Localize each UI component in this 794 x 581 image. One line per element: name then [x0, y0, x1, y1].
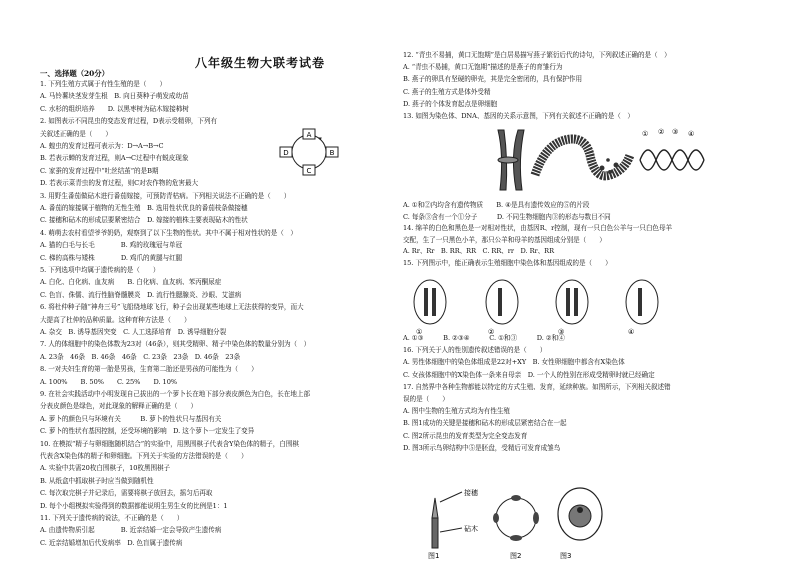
cycle-label-c: C	[306, 167, 312, 175]
question-line: C. 近亲结婚增加后代发病率 D. 色盲属于遗传病	[40, 538, 183, 547]
question-line: A. 实验中共需20枚白围棋子，10枚黑围棋子	[40, 464, 171, 473]
question-line: 2. 如图表示不同昆虫的变态发育过程，D表示受精卵，下列有	[40, 117, 218, 126]
question-line: 关叙述正确的是（ ）	[40, 129, 112, 138]
question-line: 16. 下列关于人的性别遗传叙述错误的是（ ）	[403, 346, 547, 355]
question-line: C. 梯的高株与矮株 D. 鸡爪的黄腿与红腿	[40, 253, 183, 262]
graft-label-stock: 砧木	[464, 525, 478, 533]
question-line: D. 若表示菜青虫的发育过程，则C对农作物的危害最大	[40, 179, 199, 188]
question-line: 10. 在模拟“精子与卵细胞随机结合”的实验中，用黑围棋子代表含Y染色体的精子，白围棋	[40, 439, 299, 448]
question-line: 14. 绵羊的白色和黑色是一对相对性状，由基因R、r控制，现有一只白色公羊与一只白色母羊	[403, 224, 673, 233]
question-line: A. 23条 46条 B. 46条 46条 C. 23条 23条 D. 46条 23条	[40, 352, 241, 361]
question-line: C. 每条③含有一个①分子 D. 不同生物细胞内③的形态与数目不同	[403, 212, 611, 221]
question-line: 13. 如图为染色体、DNA、基因的关系示意图，下列有关叙述不正确的是（ ）	[403, 112, 634, 120]
svg-text:③: ③	[672, 128, 679, 136]
question-line: D. 燕子的个体发育起点是卵细胞	[403, 99, 498, 108]
question-line: A. ①③ B. ②③④ C. ①和③ D. ②和④	[403, 334, 565, 342]
question-line: 大提高了杜仲的品种质量。这种育种方法是（ ）	[40, 315, 191, 324]
svg-text:①: ①	[642, 130, 649, 138]
question-line: 误的是（ ）	[403, 395, 449, 403]
cycle-label-b: B	[329, 149, 335, 157]
question-line: 17. 自然界中各种生物都能以特定的方式生殖、发育，延续种族。如图所示，下列相关叙述错	[403, 382, 671, 391]
question-line: A. “青虫不易捕，黄口无饱期”描述的是燕子的育雏行为	[403, 63, 563, 72]
question-line: A. 100% B. 50% C. 25% D. 10%	[40, 377, 178, 386]
question-line: C. 女孩体细胞中的X染色体一条来自母亲 D. 一个人的性别在形成受精卵时就已经确定	[403, 370, 655, 379]
chromosome-dna-illustration	[490, 120, 720, 195]
question-line: A. 白化、白化病、血友病 B. 白化病、血友病、苯丙酮尿症	[40, 278, 222, 287]
cycle-label-a: A	[306, 131, 312, 139]
question-line: A. 马铃薯块茎发芽生根 B. 向日葵种子萌发成幼苗	[40, 92, 189, 101]
question-line: C. 燕子的生殖方式是体外受精	[403, 87, 491, 96]
question-line: B. 图1成功的关键是接穗和砧木的形成层紧密结合在一起	[403, 419, 567, 428]
question-line: 7. 人的体细胞中的染色体数为23对（46条），则其受精卵、精子中染色体的数量分别为（ ）	[40, 340, 311, 349]
cycle-label-d: D	[283, 149, 289, 157]
exam-title: 八年级生物大联考试卷	[195, 56, 326, 70]
insect-cycle-diagram	[278, 128, 340, 176]
question-line: 5. 下列选项中均属于遗传病的是（ ）	[40, 266, 160, 274]
question-line: 12. “青虫不易捕，黄口无饱期”是白居易描写燕子繁衍后代的诗句，下列叙述正确的是（ ）	[403, 51, 671, 59]
question-line: A. 猫的白毛与长毛 B. 鸡的玫瑰冠与单冠	[40, 241, 183, 250]
question-line: 11. 下列关于遗传病的说法，不正确的是（ ）	[40, 514, 184, 522]
question-line: A. 男性体细胞中的染色体组成是22对+XY B. 女性卵细胞中都含有X染色体	[403, 358, 625, 367]
fig17-caption-2: 图2	[510, 552, 522, 560]
question-line: 15. 下列图示中，能正确表示生殖细胞中染色体和基因组成的是（ ）	[403, 259, 612, 267]
question-line: C. 水杉的组织培养 D. 以黑枣树为砧木嫁接柿树	[40, 104, 189, 113]
question-line: A. ①和②内均含有遗传物质 B. ④是具有遗传效应的⑤的片段	[403, 201, 590, 209]
question-line: C. 每次取完棋子并记录后，需要将棋子放回去，摇匀后再取	[40, 489, 213, 498]
question-line: C. 色盲、侏儒、流行性脑脊髓膜炎 D. 流行性腮腺炎、沙眼、艾滋病	[40, 290, 242, 299]
question-line: 4. 萌萌去农村看望爷爷奶奶，观察到了以下生物的性状。其中不属于相对性状的是（ ）	[40, 228, 297, 237]
graft-label-scion: 接穗	[464, 489, 478, 497]
question-line: B. 从纸盒中抓取棋子时应当做到随机性	[40, 476, 154, 485]
question-line: A. 萝卜的颜色只与环境有关 B. 萝卜的性状只与基因有关	[40, 414, 222, 423]
question-line: 9. 在社会实践活动中小明发现自己拔出的一个萝卜长在地下部分表皮颜色为白色，长在地上部	[40, 390, 310, 398]
question-line: C. 图2所示昆虫的发育类型为完全变态发育	[403, 431, 528, 440]
question-line: A. 杂交 B. 诱导基因突变 C. 人工选择培育 D. 诱导细胞分裂	[40, 328, 227, 336]
fig17-caption-1: 图1	[428, 552, 440, 560]
question-line: 分表皮颜色是绿色，对此现象的解释正确的是（ ）	[40, 402, 198, 411]
question-line: 交配，生了一只黑色小羊，那只公羊和母羊的基因组成分别是（ ）	[403, 235, 606, 244]
fig15-cells	[402, 276, 672, 336]
question-line: 代表含X染色体的精子和卵细胞。下列关于实验的方法错误的是（ ）	[40, 452, 248, 460]
fig17-illustrations	[420, 480, 610, 560]
question-line: A. 图中生物的生殖方式均为有性生殖	[403, 407, 510, 416]
fig15-label-4: ④	[628, 328, 635, 336]
fig15-label-1: ①	[416, 328, 423, 336]
section-heading: 一、选择题（20分）	[40, 69, 109, 78]
fig15-label-2: ②	[488, 328, 495, 336]
question-line: 6. 将杜仲种子随“神舟三号”飞船绕地球飞行，种子会出现某些地球上无法获得的变异，而大	[40, 303, 304, 312]
question-line: D. 图3所示鸟卵结构中⑤是胚盘，受精后可发育成雏鸟	[403, 443, 561, 452]
question-line: C. 接穗和砧木的形成层要紧密结合 D. 嫁接的植株主要表现砧木的性状	[40, 216, 248, 225]
question-line: C. 家蚕的发育过程中“吐丝结茧”的是B期	[40, 166, 159, 175]
question-line: A. 蝗虫的发育过程可表示为：D→A→B→C	[40, 142, 164, 150]
question-line: 8. 一对夫妇生育的第一胎是男孩，生育第二胎还是男孩的可能性为（ ）	[40, 365, 258, 374]
question-line: A. 番茄的嫁接属于植物的无性生殖 B. 选用性状优良的番茄枝条做接穗	[40, 204, 248, 212]
question-line: C. 萝卜的性状有基因控制，还受环境的影响 D. 这个萝卜一定发生了变异	[40, 427, 255, 436]
question-line: B. 若表示蝉的发育过程，则A→C过程中有蜕皮现象	[40, 154, 189, 163]
question-line: 3. 用野生番茄做砧木进行番茄嫁接，可预防青枯病。下列相关说法不正确的是（ ）	[40, 191, 291, 200]
fig15-label-3: ③	[558, 328, 565, 336]
fig17-caption-3: 图3	[560, 552, 572, 560]
question-line: B. 燕子的卵具有坚硬的卵壳，其是完全密闭的，具有保护作用	[403, 75, 583, 84]
svg-text:②: ②	[658, 128, 665, 136]
question-line: D. 每个小组模拟实验得到的数据都能说明生男生女的比例是1：1	[40, 501, 228, 510]
svg-text:④: ④	[688, 130, 695, 138]
question-line: A. Rr、Rr B. RR、RR C. RR、rr D. Rr、RR	[403, 247, 555, 256]
question-line: 1. 下列生殖方式属于有性生殖的是（ ）	[40, 80, 167, 88]
question-line: A. 由遗传物质引起 B. 近亲结婚一定会导致产生遗传病	[40, 526, 222, 535]
